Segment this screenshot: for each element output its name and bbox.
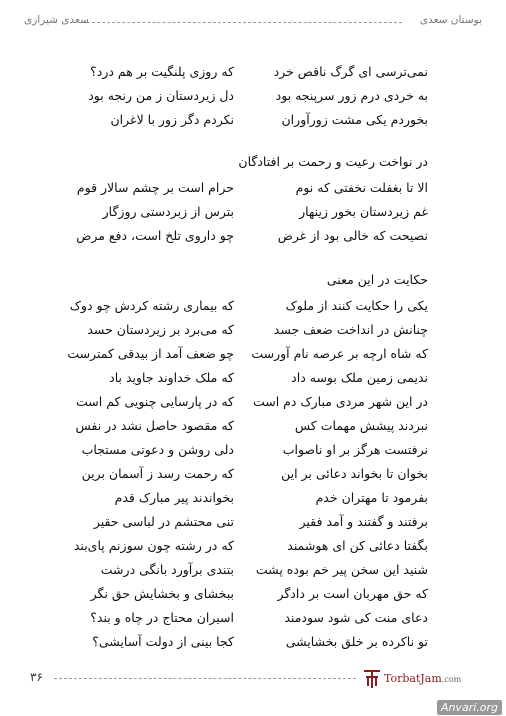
verse-second-hemistich: بتندی برآورد بانگی درشت — [100, 562, 234, 577]
verse-row — [0, 440, 506, 462]
torbatjam-logo — [362, 668, 480, 690]
verse-row — [0, 584, 506, 606]
verse-first-hemistich: تو ناکرده بر خلق بخشایشی — [285, 634, 428, 649]
verse-first-hemistich: نبردند پیشش مهمات کس — [294, 418, 428, 433]
verse-row — [0, 296, 506, 318]
verse-second-hemistich: بترس از زبردستی روزگار — [102, 204, 234, 219]
verse-row — [0, 110, 506, 132]
verse-first-hemistich: نرفتست هرگز بر او ناصواب — [282, 442, 428, 457]
verse-first-hemistich: بخوان تا بخواند دعائی بر این — [281, 466, 428, 481]
section-heading: حکایت در این معنی — [326, 272, 428, 287]
verse-row — [0, 86, 506, 108]
verse-row — [0, 392, 506, 414]
verse-row — [0, 464, 506, 486]
verse-second-hemistich: ببخشای و بخشایش حق نگر — [90, 586, 234, 601]
verse-first-hemistich: نصیحت که خالی بود از غرض — [277, 228, 428, 243]
verse-row — [0, 202, 506, 224]
verse-row — [0, 608, 506, 630]
verse-row — [0, 536, 506, 558]
verse-first-hemistich: غم زیردستان بخور زینهار — [299, 204, 428, 219]
anvari-watermark: Anvari.org — [437, 700, 502, 715]
logo-text — [384, 672, 461, 685]
verse-second-hemistich: اسیران محتاج در چاه و بند؟ — [90, 610, 234, 625]
verse-row — [0, 632, 506, 654]
verse-row — [0, 320, 506, 342]
running-header — [20, 14, 486, 32]
verse-first-hemistich: چنانش در انداخت ضعف جسد — [273, 322, 428, 337]
verse-row — [0, 416, 506, 438]
verse-row — [0, 178, 506, 200]
verse-first-hemistich: دعای منت کی شود سودمند — [284, 610, 428, 625]
page-footer — [0, 670, 506, 716]
author-name: سعدی شیرازی — [24, 14, 89, 26]
verse-second-hemistich: که می‌برد بر زیردستان حسد — [87, 322, 234, 337]
verse-second-hemistich: نکردم دگر زور با لاغران — [110, 112, 234, 127]
verse-row — [0, 62, 506, 84]
page-number: ۳۶ — [30, 670, 43, 684]
verse-second-hemistich: که ملک خداوند جاوید باد — [109, 370, 234, 385]
verse-second-hemistich: دل زیردستان ز من رنجه بود — [88, 88, 234, 103]
verse-row — [0, 344, 506, 366]
verse-second-hemistich: کجا بینی از دولت آسایشی؟ — [92, 634, 234, 649]
verse-first-hemistich: که شاه ارچه بر عرصه نام آورست — [251, 346, 428, 361]
verse-second-hemistich: که در پارسایی چنویی کم است — [76, 394, 234, 409]
book-title: بوستان سعدی — [419, 14, 482, 26]
verse-first-hemistich: بخوردم یکی مشت زورآوران — [281, 112, 428, 127]
verse-second-hemistich: که در رشته چون سوزنم پای‌بند — [73, 538, 234, 553]
logo-mark-icon — [362, 668, 382, 690]
logo-name: TorbatJam — [384, 672, 442, 685]
verse-second-hemistich: که روزی پلنگیت بر هم درد؟ — [90, 64, 234, 79]
verse-second-hemistich: تنی محتشم در لباسی حقیر — [93, 514, 234, 529]
verse-second-hemistich: بخواندند پیر مبارک قدم — [114, 490, 234, 505]
verse-first-hemistich: نمی‌ترسی ای گرگ ناقص خرد — [273, 64, 428, 79]
verse-second-hemistich: دلی روشن و دعوتی مستجاب — [81, 442, 234, 457]
footer-dashed-rule — [54, 678, 356, 679]
verse-first-hemistich: به خردی درم زور سرپنجه بود — [275, 88, 428, 103]
verse-second-hemistich: که بیماری رشته کردش چو دوک — [69, 298, 234, 313]
verse-first-hemistich: الا تا بغفلت نخفتی که نوم — [295, 180, 428, 195]
verse-row — [0, 512, 506, 534]
header-dashed-rule — [82, 22, 402, 23]
verse-first-hemistich: در این شهر مردی مبارک دم است — [252, 394, 428, 409]
verse-first-hemistich: شنید این سخن پیر خم بوده پشت — [255, 562, 428, 577]
verse-first-hemistich: ندیمی زمین ملک بوسه داد — [291, 370, 428, 385]
verse-second-hemistich: چو داروی تلخ است، دفع مرض — [76, 228, 234, 243]
logo-domain: .com — [441, 675, 462, 684]
verse-first-hemistich: برفتند و گفتند و آمد فقیر — [299, 514, 428, 529]
section-heading: در نواخت رعیت و رحمت بر افتادگان — [238, 154, 428, 169]
verse-first-hemistich: یکی را حکایت کنند از ملوک — [285, 298, 428, 313]
verse-first-hemistich: بفرمود تا مهتران خدم — [315, 490, 428, 505]
verse-second-hemistich: که مقصود حاصل نشد در نفس — [75, 418, 234, 433]
verse-second-hemistich: حرام است بر چشم سالار قوم — [76, 180, 234, 195]
verse-row — [0, 560, 506, 582]
verse-second-hemistich: که رحمت رسد ز آسمان برین — [81, 466, 234, 481]
verse-first-hemistich: بگفتا دعائی کن ای هوشمند — [287, 538, 428, 553]
verse-first-hemistich: که حق مهربان است بر دادگر — [277, 586, 428, 601]
verse-row — [0, 226, 506, 248]
verse-second-hemistich: چو ضعف آمد از بیدقی کمترست — [67, 346, 234, 361]
verse-row — [0, 488, 506, 510]
verse-row — [0, 368, 506, 390]
